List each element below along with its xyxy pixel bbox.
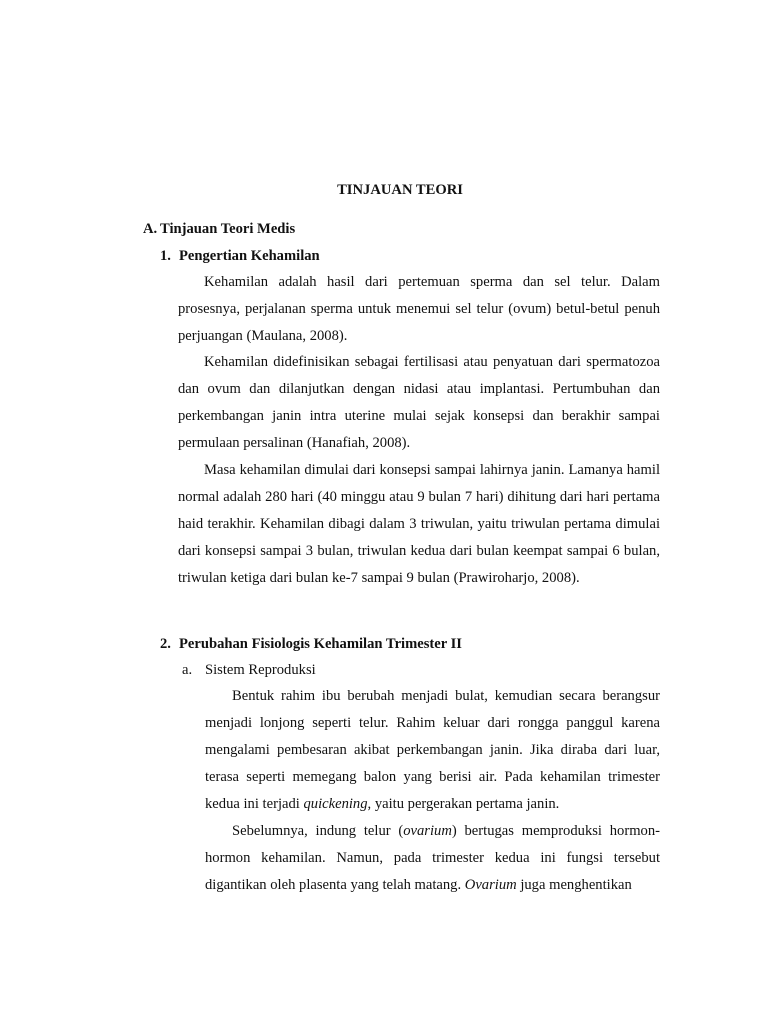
section-2-label: Perubahan Fisiologis Kehamilan Trimester II [179, 636, 462, 652]
paragraph-5-text-c: juga menghentikan [516, 877, 632, 893]
section-a-label: Tinjauan Teori Medis [160, 221, 296, 237]
paragraph-4 [205, 683, 660, 818]
paragraph-5-text-a: Sebelumnya, indung telur ( [232, 823, 404, 839]
page-title: TINJAUAN TEORI [337, 182, 463, 198]
section-a-marker: A. [143, 221, 158, 237]
paragraph-5-italic-1: ovarium [403, 823, 452, 839]
section-1-label: Pengertian Kehamilan [179, 248, 320, 264]
paragraph-4-tail: , yaitu pergerakan pertama janin. [367, 796, 560, 812]
paragraph-5-text-b: ) bertugas memproduksi hormon-hormon kehamilan. Namun, pada trimester kedua ini fungsi tersebut digantikan oleh plasenta yang telah matang. [205, 823, 660, 893]
paragraph-2: Kehamilan didefinisikan sebagai fertilisasi atau penyatuan dari spermatozoa dan ovum dan dilanjutkan dengan nidasi atau implantasi. Pertumbuhan dan perkembangan janin intra uterine mulai sejak konsepsi dan berakhir sampai permulaan persalinan (Hanafiah, 2008). [178, 354, 660, 451]
paragraph-3: Masa kehamilan dimulai dari konsepsi sampai lahirnya janin. Lamanya hamil normal adalah 280 hari (40 minggu atau 9 bulan 7 hari) dihitung dari hari pertama haid terakhir. Kehamilan dibagi dalam 3 triwulan, yaitu triwulan pertama dimulai dari konsepsi sampai 3 bulan, triwulan kedua dari bulan keempat sampai 6 bulan, triwulan ketiga dari bulan ke-7 sampai 9 bulan (Prawiroharjo, 2008). [178, 462, 660, 586]
subsection-a-marker: a. [182, 662, 193, 678]
paragraph-4-text: Bentuk rahim ibu berubah menjadi bulat, kemudian secara berangsur menjadi lonjong seperti telur. Rahim keluar dari rongga panggul karena mengalami pembesaran akibat perkembangan janin. Jika diraba dari luar, terasa seperti memegang balon yang berisi air. Pada kehamilan trimester kedua ini terjadi [205, 688, 660, 812]
paragraph-5-italic-2: Ovarium [464, 877, 517, 893]
section-2-heading [160, 634, 462, 654]
section-a-heading [143, 219, 295, 239]
subsection-a-label: Sistem Reproduksi [205, 662, 316, 678]
section-1-marker: 1. [160, 248, 171, 264]
section-1-heading [160, 246, 320, 266]
paragraph-4-italic: quickening [303, 796, 368, 812]
paragraph-5 [205, 818, 660, 899]
paragraph-1: Kehamilan adalah hasil dari pertemuan sperma dan sel telur. Dalam prosesnya, perjalanan sperma untuk menemui sel telur (ovum) betul-betul penuh perjuangan (Maulana, 2008). [178, 274, 660, 344]
subsection-a-heading [182, 660, 316, 680]
section-2-marker: 2. [160, 636, 171, 652]
